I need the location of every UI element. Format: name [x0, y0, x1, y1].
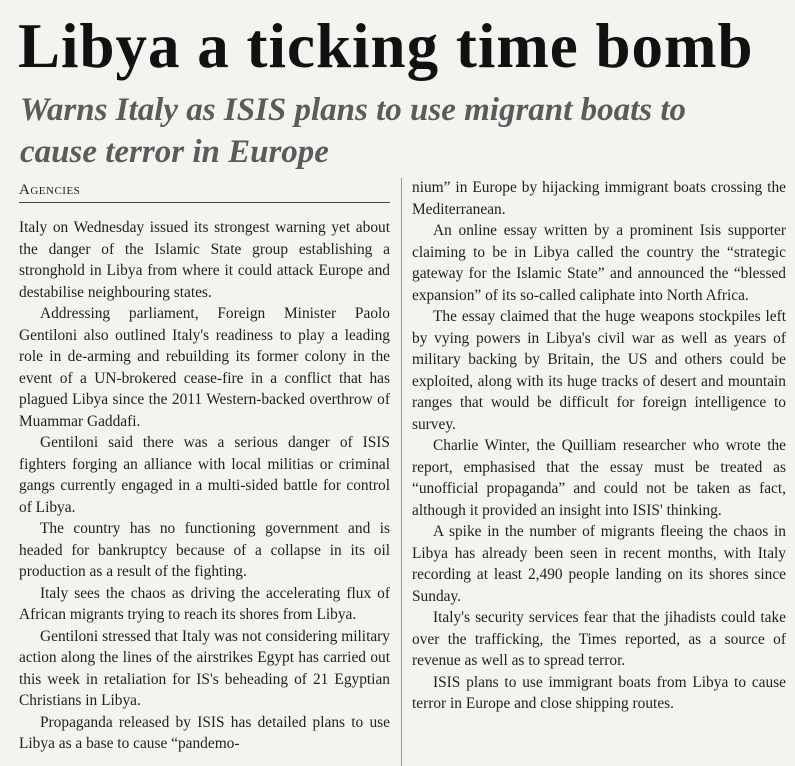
- paragraph: Propaganda released by ISIS has detailed plans to use Libya as a base to cause “pandemo-: [19, 713, 390, 752]
- article-column-left: [19, 217, 390, 766]
- column-divider: [401, 178, 402, 766]
- paragraph: An online essay written by a prominent Isis supporter claiming to be in Libya called the country the “strategic gateway for the Islamic State” and announced the “blessed expansion” of its so-called caliphate into North Africa.: [412, 222, 786, 304]
- paragraph: A spike in the number of migrants fleeing the chaos in Libya has already been seen in recent months, with Italy recording at least 2,490 people landing on its shores since Sunday.: [412, 523, 786, 605]
- headline: Libya a ticking time bomb: [18, 11, 754, 81]
- paragraph: ISIS plans to use immigrant boats from Libya to cause terror in Europe and close shipping routes.: [412, 673, 786, 712]
- paragraph: The essay claimed that the huge weapons stockpiles left by vying powers in Libya's civil war as well as years of military backing by Britain, the US and others could be exploited, along with its huge tracks of desert and mountain ranges that would be difficult for foreign intelligence to survey.: [412, 308, 786, 433]
- paragraph: nium” in Europe by hijacking immigrant boats crossing the Mediterranean.: [412, 179, 786, 218]
- paragraph: Italy on Wednesday issued its strongest warning yet about the danger of the Islamic State group establishing a stronghold in Libya from where it could attack Europe and destabilise neighbouring states.: [19, 219, 390, 301]
- article-column-right: [412, 177, 786, 766]
- paragraph: Italy's security services fear that the jihadists could take over the trafficking, the Times reported, as a source of revenue as well as to spread terror.: [412, 609, 786, 669]
- byline: Agencies: [19, 180, 390, 203]
- subheadline: Warns Italy as ISIS plans to use migrant boats to cause terror in Europe: [20, 92, 686, 170]
- paragraph: Gentiloni said there was a serious danger of ISIS fighters forging an alliance with local militias or criminal gangs currently engaged in a multi-sided battle for control of Libya.: [19, 434, 390, 516]
- paragraph: Charlie Winter, the Quilliam researcher who wrote the report, emphasised that the essay must be treated as “unofficial propaganda” and could not be taken as fact, although it provided an insight into ISIS' thinking.: [412, 437, 786, 519]
- paragraph: The country has no functioning government and is headed for bankruptcy because of a collapse in its oil production as a result of the fighting.: [19, 520, 390, 580]
- paragraph: Gentiloni stressed that Italy was not considering military action along the lines of the airstrikes Egypt has carried out this week in retaliation for IS's beheading of 21 Egyptian Christians in Libya.: [19, 627, 390, 709]
- paragraph: Addressing parliament, Foreign Minister Paolo Gentiloni also outlined Italy's readiness to play a leading role in de-arming and rebuilding its former colony in the event of a UN-brokered cease-fire in a conflict that has plagued Libya since the 2011 Western-backed overthrow of Muammar Gaddafi.: [19, 305, 390, 430]
- paragraph: Italy sees the chaos as driving the accelerating flux of African migrants trying to reach its shores from Libya.: [19, 584, 390, 623]
